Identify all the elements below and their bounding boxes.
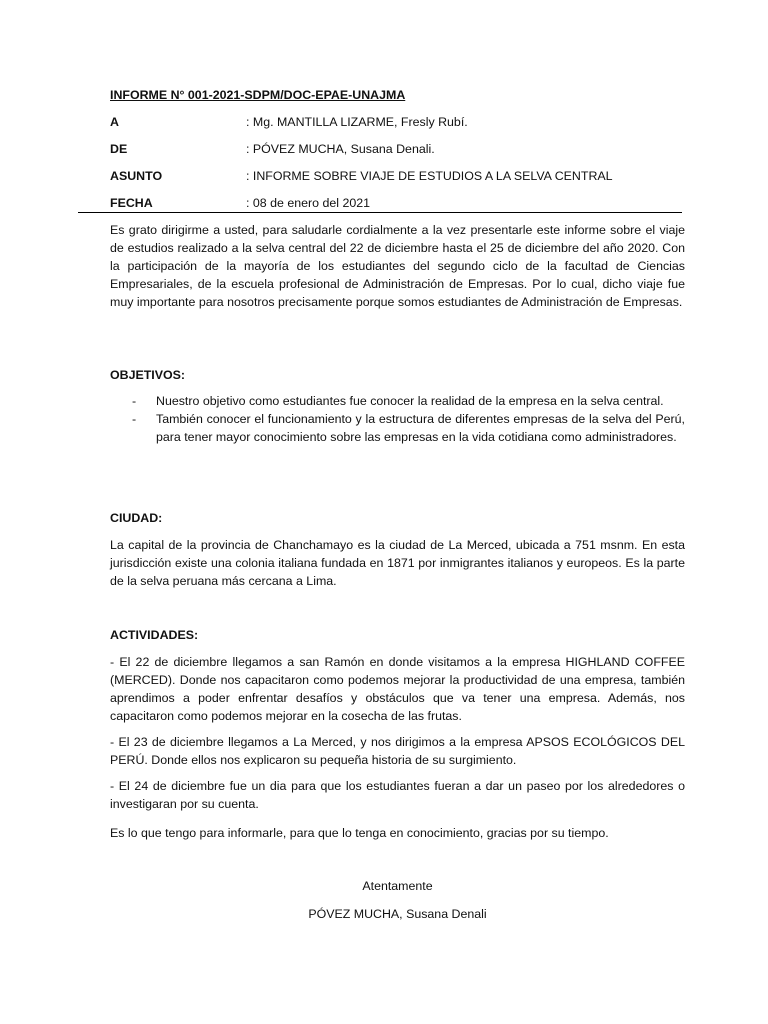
header-value: : PÓVEZ MUCHA, Susana Denali.: [246, 142, 435, 156]
intro-paragraph: Es grato dirigirme a usted, para saludarle cordialmente a la vez presentarle este informe sobre el viaje de estudios realizado a la selva central del 22 de diciembre hasta el 25 de diciembre del año 2020. Con la participación de la mayoría de los estudiantes del segundo ciclo de la facultad de Ciencias Empresariales, de la escuela profesional de Administración de Empresas. Por lo cual, dicho viaje fue muy importante para nosotros precisamente porque somos estudiantes de Administración de Empresas.: [110, 223, 685, 309]
header-row-fecha: [110, 194, 710, 212]
list-item: [110, 392, 685, 410]
document-title: INFORME N° 001-2021-SDPM/DOC-EPAE-UNAJMA: [110, 88, 406, 102]
signoff-text: Atentamente: [362, 879, 433, 893]
actividad-paragraph: - El 22 de diciembre llegamos a san Ramón en donde visitamos a la empresa HIGHLAND COFFEE (MERCED). Donde nos capacitaron como podemos mejorar la productividad de una empresa, también aprendimos a poder enfrentar desafíos y obstáculos que va tener una empresa. Además, nos capacitaron como podemos mejorar en la cosecha de las frutas.: [110, 655, 685, 723]
bullet-dash: -: [132, 394, 137, 408]
ciudad-heading: CIUDAD:: [110, 511, 163, 525]
actividad-paragraph: - El 24 de diciembre fue un dia para que los estudiantes fueran a dar un paseo por los alrededores o investigaran por su cuenta.: [110, 779, 685, 811]
actividad-paragraph: - El 23 de diciembre llegamos a La Merced, y nos dirigimos a la empresa APSOS ECOLÓGICOS DEL PERÚ. Donde ellos nos explicaron su pequeña historia de su surgimiento.: [110, 735, 685, 767]
header-divider: [78, 212, 682, 213]
objetivos-list: [110, 392, 685, 446]
list-item: [110, 410, 685, 446]
list-item-text: También conocer el funcionamiento y la estructura de diferentes empresas de la selva del Perú, para tener mayor conocimiento sobre las empresas en la vida cotidiana como administradores.: [156, 412, 685, 444]
header-label: FECHA: [110, 196, 153, 210]
actividades-heading: ACTIVIDADES:: [110, 628, 199, 642]
header-label: A: [110, 115, 119, 129]
objetivos-heading: OBJETIVOS:: [110, 368, 186, 382]
closing-paragraph: Es lo que tengo para informarle, para que lo tenga en conocimiento, gracias por su tiempo.: [110, 826, 609, 840]
header-row-de: [110, 140, 710, 158]
list-item-text: Nuestro objetivo como estudiantes fue conocer la realidad de la empresa en la selva central.: [156, 394, 664, 408]
header-label: ASUNTO: [110, 169, 163, 183]
header-row-asunto: [110, 167, 710, 185]
header-value: : Mg. MANTILLA LIZARME, Fresly Rubí.: [246, 115, 468, 129]
bullet-dash: -: [132, 412, 137, 426]
signature-name: PÓVEZ MUCHA, Susana Denali: [308, 907, 487, 921]
ciudad-paragraph: La capital de la provincia de Chanchamayo es la ciudad de La Merced, ubicada a 751 msnm. En esta jurisdicción existe una colonia italiana fundada en 1871 por inmigrantes italianos y europeos. Es la parte de la selva peruana más cercana a Lima.: [110, 538, 685, 588]
header-value: : 08 de enero del 2021: [246, 196, 371, 210]
header-row-a: [110, 113, 710, 131]
header-label: DE: [110, 142, 128, 156]
header-value: : INFORME SOBRE VIAJE DE ESTUDIOS A LA SELVA CENTRAL: [246, 169, 613, 183]
